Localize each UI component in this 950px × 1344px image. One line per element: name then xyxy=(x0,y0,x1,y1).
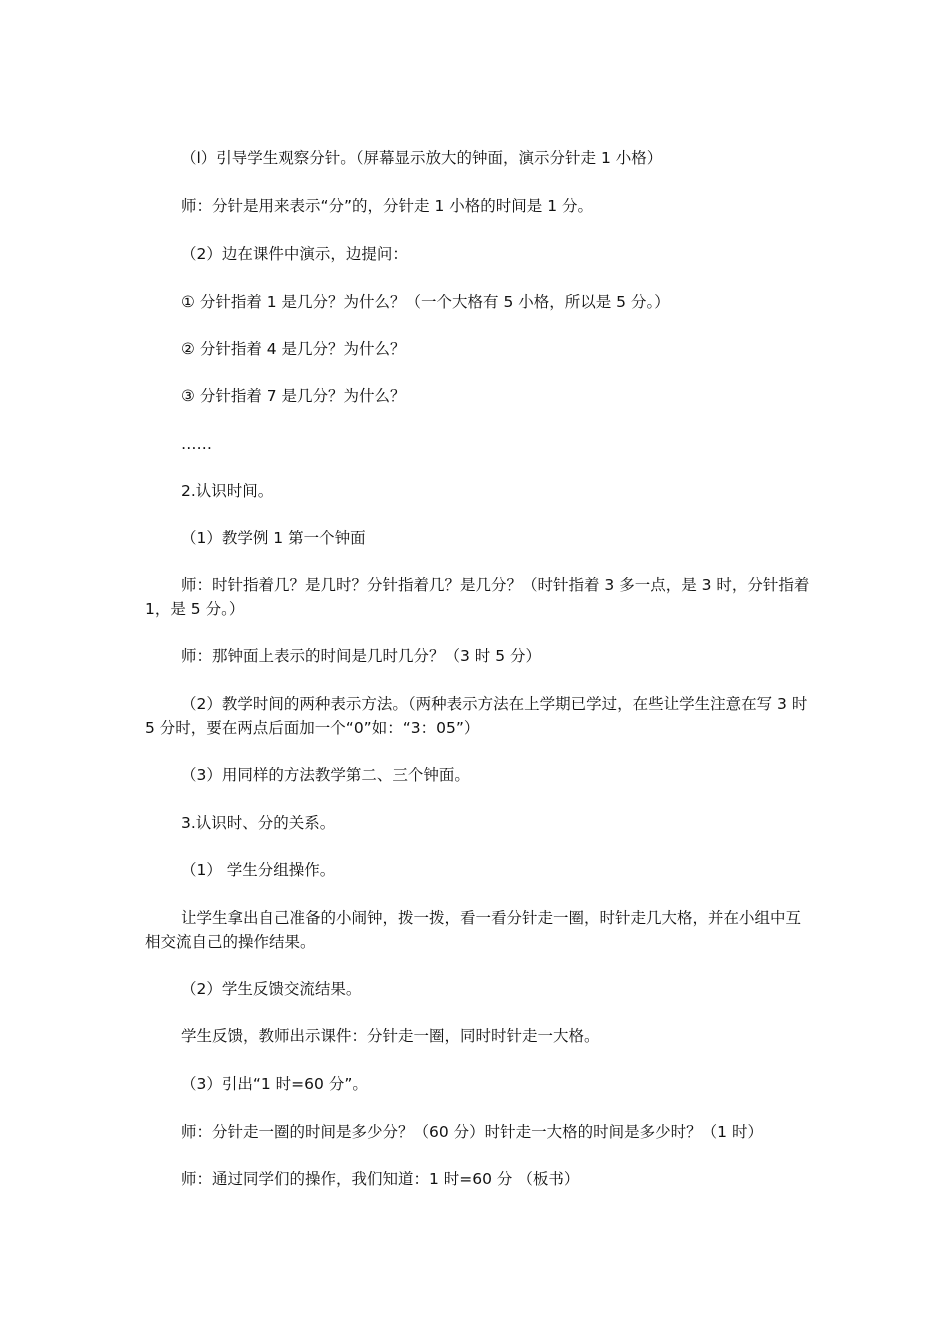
paragraph-teacher-full-circle-question: 师：分针走一圈的时间是多少分？（60 分）时针走一大格的时间是多少时？（1 时） xyxy=(181,1123,763,1141)
paragraph-two-notations: （2）教学时间的两种表示方法。（两种表示方法在上学期已学过，在些让学生注意在写 3 时 5 分时，要在两点后面加一个“0”如：“3：05”） xyxy=(145,695,808,737)
paragraph-ellipsis: …… xyxy=(181,435,212,453)
paragraph-teacher-minute-definition: 师：分针是用来表示“分”的，分针走 1 小格的时间是 1 分。 xyxy=(181,197,593,215)
paragraph-demo-question: （2）边在课件中演示，边提问： xyxy=(181,245,408,263)
paragraph-question-7: ③ 分针指着 7 是几分？为什么？ xyxy=(181,387,406,405)
paragraph-teacher-hour-minute-question: 师：时针指着几？是几时？分针指着几？是几分？（时针指着 3 多一点，是 3 时，分针指着 1，是 5 分。） xyxy=(145,576,810,618)
paragraph-teacher-conclusion: 师：通过同学们的操作，我们知道：1 时=60 分 （板书） xyxy=(181,1170,580,1188)
paragraph-introduce-hour-equals: （3）引出“1 时=60 分”。 xyxy=(181,1075,368,1093)
paragraph-example-1: （1）教学例 1 第一个钟面 xyxy=(181,529,366,547)
paragraph-teacher-time-shown: 师：那钟面上表示的时间是几时几分？（3 时 5 分） xyxy=(181,647,542,665)
paragraph-same-method: （3）用同样的方法教学第二、三个钟面。 xyxy=(181,766,470,784)
paragraph-observe-minute-hand: （l）引导学生观察分针。（屏幕显示放大的钟面，演示分针走 1 小格） xyxy=(181,149,663,167)
paragraph-teacher-courseware: 学生反馈，教师出示课件：分针走一圈，同时时针走一大格。 xyxy=(181,1027,600,1045)
section-heading-hour-minute-relation: 3.认识时、分的关系。 xyxy=(181,814,336,832)
paragraph-alarm-clock-activity: 让学生拿出自己准备的小闹钟，拨一拨，看一看分针走一圈，时针走几大格，并在小组中互相交流自己的操作结果。 xyxy=(145,909,802,951)
paragraph-question-1: ① 分针指着 1 是几分？为什么？（一个大格有 5 小格，所以是 5 分。） xyxy=(181,293,670,311)
paragraph-question-4: ② 分针指着 4 是几分？为什么？ xyxy=(181,340,406,358)
section-heading-recognize-time: 2.认识时间。 xyxy=(181,482,274,500)
paragraph-student-feedback: （2）学生反馈交流结果。 xyxy=(181,980,362,998)
paragraph-group-operation: （1） 学生分组操作。 xyxy=(181,861,336,879)
